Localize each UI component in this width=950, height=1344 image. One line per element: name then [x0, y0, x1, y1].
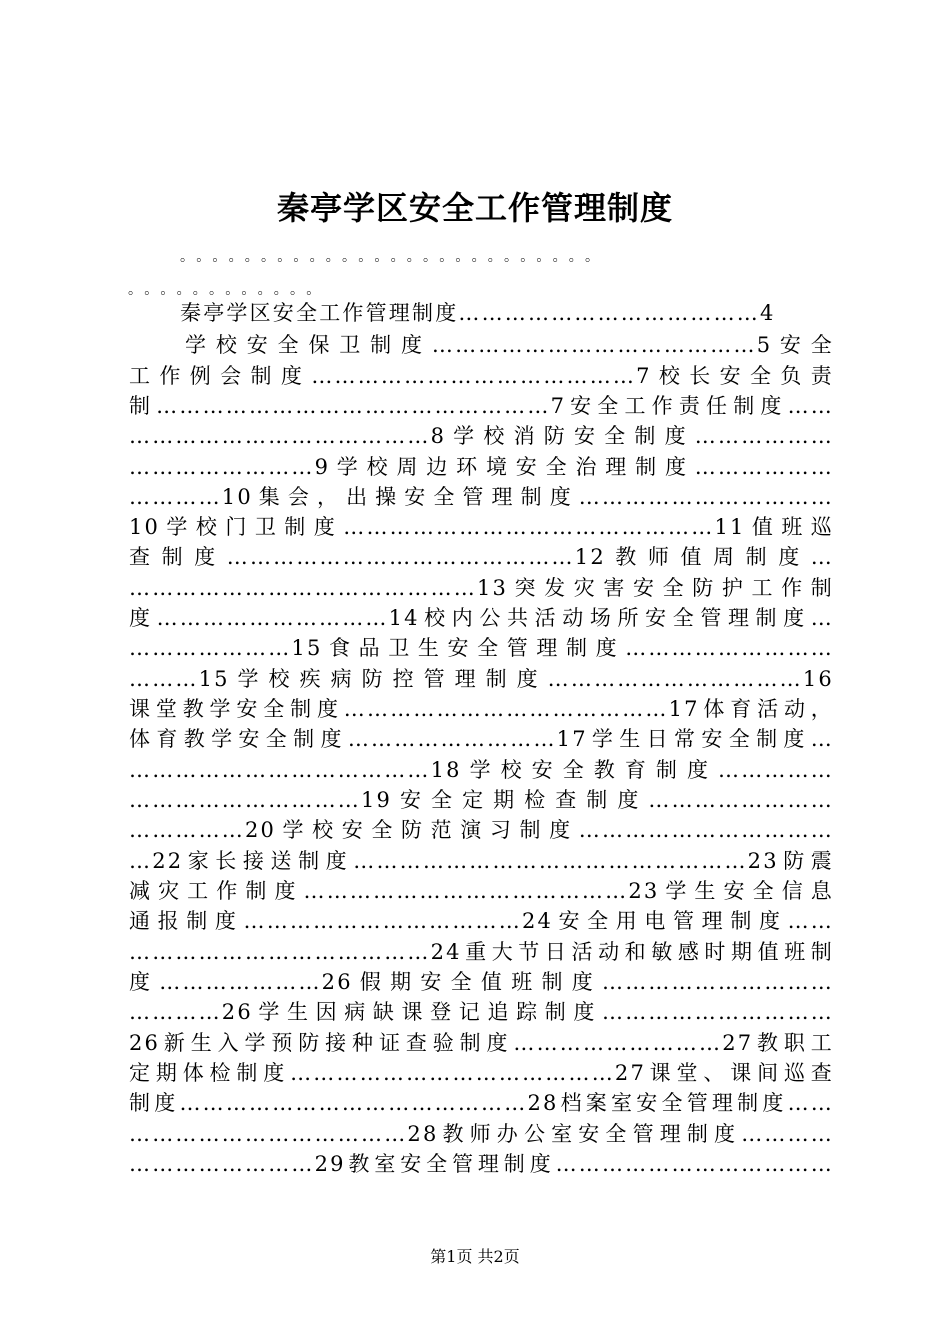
- toc-line: 定期体检制度……………………………………27课堂、课间巡查: [129, 1061, 834, 1085]
- toc-line: 工作例会制度……………………………………7校长安全负责: [129, 364, 834, 388]
- document-title: 秦亭学区安全工作管理制度: [276, 189, 673, 227]
- toc-line: ……………………9学校周边环境安全治理制度………………: [129, 455, 834, 479]
- toc-line: 26新生入学预防接种证查验制度………………………27教职工: [129, 1031, 834, 1055]
- toc-line: …………………………………24重大节日活动和敏感时期值班制: [129, 940, 834, 964]
- toc-line: ………………………………………13突发灾害安全防护工作制: [129, 576, 834, 600]
- page-footer: 第1页 共2页: [430, 1247, 520, 1266]
- toc-line: 度…………………………14校内公共活动场所安全管理制度…: [129, 606, 834, 630]
- toc-line: ……………20学校安全防范演习制度……………………………: [129, 818, 834, 842]
- toc-line: …………10集会，出操安全管理制度……………………………: [129, 485, 834, 509]
- toc-line: 减灾工作制度……………………………………23学生安全信息: [129, 879, 834, 903]
- toc-line: …………………15食品卫生安全管理制度………………………: [129, 636, 834, 660]
- toc-line: 制度………………………………………28档案室安全管理制度……: [129, 1091, 834, 1115]
- toc-line: …………………………………18学校安全教育制度……………: [129, 758, 834, 782]
- toc-line: 体育教学安全制度………………………17学生日常安全制度…: [129, 727, 834, 751]
- toc-line: 查制度………………………………………12教师值周制度…: [129, 545, 834, 569]
- toc-line: 制……………………………………………7安全工作责任制度……: [129, 394, 834, 418]
- toc-line: 学校安全保卫制度……………………………………5安全: [185, 333, 834, 357]
- toc-line: ……………………29教室安全管理制度………………………………: [129, 1152, 834, 1176]
- dot-leader-row-2: 。。。。。。。。。。。。: [128, 282, 330, 298]
- toc-line: …………26学生因病缺课登记追踪制度…………………………: [129, 1000, 834, 1024]
- toc-line: 秦亭学区安全工作管理制度…………………………………4: [180, 301, 776, 325]
- toc-line: ………………………………28教师办公室安全管理制度…………: [129, 1122, 834, 1146]
- toc-line: …………………………………8学校消防安全制度………………: [129, 424, 834, 448]
- toc-line: ………15学校疾病防控管理制度……………………………16: [129, 667, 834, 691]
- dot-leader-row-1: 。。。。。。。。。。。。。。。。。。。。。。。。。。: [180, 249, 609, 265]
- toc-line: …22家长接送制度……………………………………………23防震: [129, 849, 834, 873]
- toc-line: …………………………19安全定期检查制度……………………: [129, 788, 834, 812]
- toc-line: 10学校门卫制度…………………………………………11值班巡: [129, 515, 834, 539]
- toc-line: 度…………………26假期安全值班制度…………………………: [129, 970, 834, 994]
- toc-line: 通报制度………………………………24安全用电管理制度……: [129, 909, 834, 933]
- toc-line: 课堂教学安全制度……………………………………17体育活动，: [129, 697, 834, 721]
